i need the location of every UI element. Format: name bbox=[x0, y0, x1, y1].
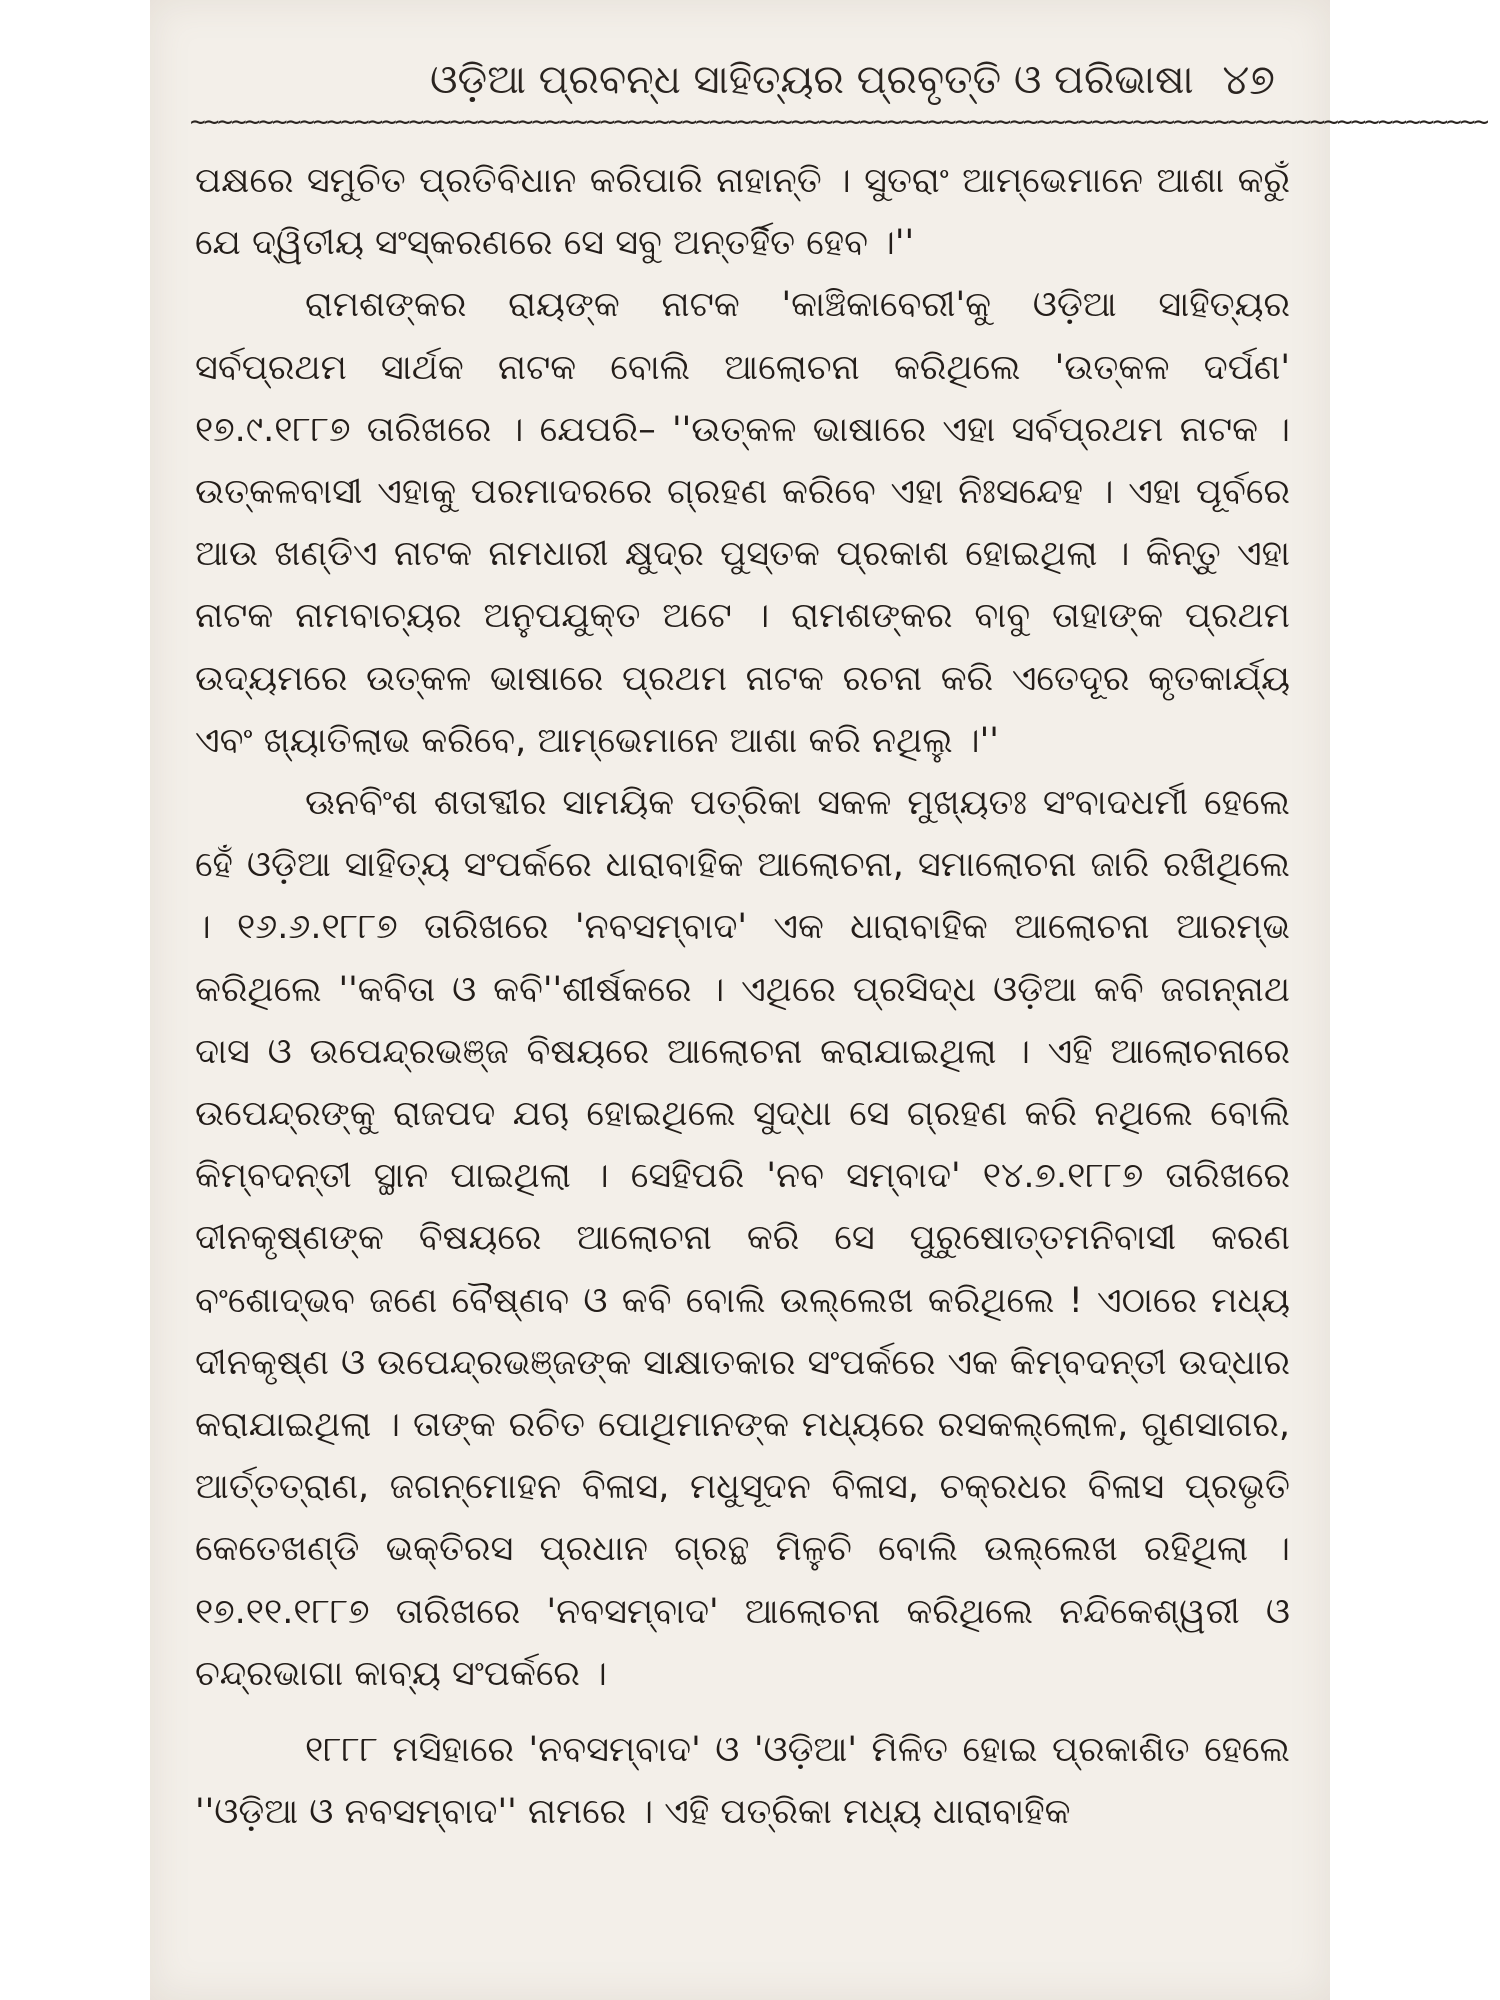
page-number: ୪୭ bbox=[1222, 55, 1275, 104]
page-header bbox=[150, 50, 1330, 110]
body-text bbox=[195, 150, 1290, 1843]
decorative-rule: ~~~~~~~~~~~~~~~~~~~~~~~~~~~~~~~~~~~~~~~~~~~~~~~~~~~~~~~~~~~~~~~~~~~~~~~~~~~~~~~~~~~~~~~~~~~~~~~ bbox=[190, 107, 1488, 137]
book-page bbox=[150, 0, 1488, 2000]
running-title: ଓଡ଼ିଆ ପ୍ରବନ୍ଧ ସାହିତ୍ୟର ପ୍ରବୃତ୍ତି ଓ ପରିଭାଷା bbox=[430, 57, 1194, 103]
paragraph: ଊନବିଂଶ ଶତାବ୍ଦୀର ସାମୟିକ ପତ୍ରିକା ସକଳ ମୁଖ୍ୟତଃ ସଂବାଦଧର୍ମୀ ହେଲେ ହେଁ ଓଡ଼ିଆ ସାହିତ୍ୟ ସଂପର୍କରେ ଧାରାବାହିକ ଆଲୋଚନା, ସମାଲୋଚନା ଜାରି ରଖିଥିଲେ । ୧୬.୬.୧୮୮୭ ତାରିଖରେ 'ନବସମ୍ବାଦ' ଏକ ଧାରାବାହିକ ଆଲୋଚନା ଆରମ୍ଭ କରିଥିଲେ ''କବିତା ଓ କବି''ଶୀର୍ଷକରେ । ଏଥିରେ ପ୍ରସିଦ୍ଧ ଓଡ଼ିଆ କବି ଜଗନ୍ନାଥ ଦାସ ଓ ଉପେନ୍ଦ୍ରଭଞ୍ଜ ବିଷୟରେ ଆଲୋଚନା କରାଯାଇଥିଲା । ଏହି ଆଲୋଚନାରେ ଉପେନ୍ଦ୍ରଙ୍କୁ ରାଜପଦ ଯଚା ହୋଇଥିଲେ ସୁଦ୍ଧା ସେ ଗ୍ରହଣ କରି ନଥିଲେ ବୋଲି କିମ୍ବଦନ୍ତୀ ସ୍ଥାନ ପାଇଥିଲା । ସେହିପରି 'ନବ ସମ୍ବାଦ' ୧୪.୭.୧୮୮୭ ତାରିଖରେ ଦୀନକୃଷ୍ଣଙ୍କ ବିଷୟରେ ଆଲୋଚନା କରି ସେ ପୁରୁଷୋତ୍ତମନିବାସୀ କରଣ ବଂଶୋଦ୍ଭବ ଜଣେ ବୈଷ୍ଣବ ଓ କବି ବୋଲି ଉଲ୍ଲେଖ କରିଥିଲେ ! ଏଠାରେ ମଧ୍ୟ ଦୀନକୃଷ୍ଣ ଓ ଉପେନ୍ଦ୍ରଭଞ୍ଜଙ୍କ ସାକ୍ଷାତକାର ସଂପର୍କରେ ଏକ କିମ୍ବଦନ୍ତୀ ଉଦ୍ଧାର କରାଯାଇଥିଲା । ତାଙ୍କ ରଚିତ ପୋଥିମାନଙ୍କ ମଧ୍ୟରେ ରସକଲ୍ଲୋଳ, ଗୁଣସାଗର, ଆର୍ତ୍ତତ୍ରାଣ, ଜଗନ୍ମୋହନ ବିଳାସ, ମଧୁସୂଦନ ବିଳାସ, ଚକ୍ରଧର ବିଳାସ ପ୍ରଭୃତି କେତେଖଣ୍ଡି ଭକ୍ତିରସ ପ୍ରଧାନ ଗ୍ରନ୍ଥ ମିଳୁଚି ବୋଲି ଉଲ୍ଲେଖ ରହିଥିଲା । ୧୭.୧୧.୧୮୮୭ ତାରିଖରେ 'ନବସମ୍ବାଦ' ଆଲୋଚନା କରିଥିଲେ ନନ୍ଦିକେଶ୍ୱରୀ ଓ ଚନ୍ଦ୍ରଭାଗା କାବ୍ୟ ସଂପର୍କରେ । bbox=[195, 783, 1290, 1694]
paragraph: ପକ୍ଷରେ ସମୁଚିତ ପ୍ରତିବିଧାନ କରିପାରି ନାହାନ୍ତି । ସୁତରାଂ ଆମ୍ଭେମାନେ ଆଶା କରୁଁ ଯେ ଦ୍ୱିତୀୟ ସଂସ୍କରଣରେ ସେ ସବୁ ଅନ୍ତର୍ହିତ ହେବ ।'' bbox=[195, 161, 1290, 264]
paragraph: ୧୮୮୮ ମସିହାରେ 'ନବସମ୍ବାଦ' ଓ 'ଓଡ଼ିଆ' ମିଳିତ ହୋଇ ପ୍ରକାଶିତ ହେଲେ ''ଓଡ଼ିଆ ଓ ନବସମ୍ବାଦ'' ନାମରେ । ଏହି ପତ୍ରିକା ମଧ୍ୟ ଧାରାବାହିକ bbox=[195, 1730, 1290, 1833]
paragraph: ରାମଶଙ୍କର ରାୟଙ୍କ ନାଟକ 'କାଞ୍ଚିକାବେରୀ'କୁ ଓଡ଼ିଆ ସାହିତ୍ୟର ସର୍ବପ୍ରଥମ ସାର୍ଥକ ନାଟକ ବୋଲି ଆଲୋଚନା କରିଥିଲେ 'ଉତ୍କଳ ଦର୍ପଣ' ୧୭.୯.୧୮୮୭ ତାରିଖରେ । ଯେପରି– ''ଉତ୍କଳ ଭାଷାରେ ଏହା ସର୍ବପ୍ରଥମ ନାଟକ । ଉତ୍କଳବାସୀ ଏହାକୁ ପରମାଦରରେ ଗ୍ରହଣ କରିବେ ଏହା ନିଃସନ୍ଦେହ । ଏହା ପୂର୍ବରେ ଆଉ ଖଣ୍ଡିଏ ନାଟକ ନାମଧାରୀ କ୍ଷୁଦ୍ର ପୁସ୍ତକ ପ୍ରକାଶ ହୋଇଥିଲା । କିନ୍ତୁ ଏହା ନାଟକ ନାମବାଚ୍ୟର ଅନୁପଯୁକ୍ତ ଅଟେ । ରାମଶଙ୍କର ବାବୁ ତାହାଙ୍କ ପ୍ରଥମ ଉଦ୍ୟମରେ ଉତ୍କଳ ଭାଷାରେ ପ୍ରଥମ ନାଟକ ରଚନା କରି ଏତେଦୂର କୃତକାର୍ଯ୍ୟ ଏବଂ ଖ୍ୟାତିଲାଭ କରିବେ, ଆମ୍ଭେମାନେ ଆଶା କରି ନଥିଲୁ ।'' bbox=[195, 285, 1290, 761]
